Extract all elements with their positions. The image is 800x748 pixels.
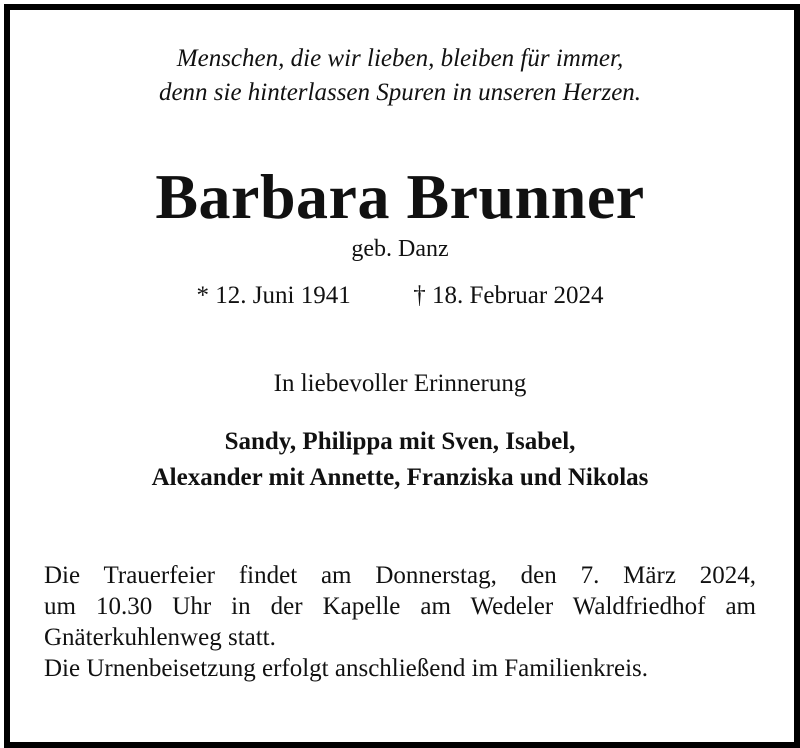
service-line-1: Die Trauerfeier findet am Donnerstag, den 7. März 2024, (44, 562, 756, 589)
death-date: † 18. Februar 2024 (413, 282, 604, 309)
memorial-quote (0, 42, 800, 110)
quote-line-2: denn sie hinterlassen Spuren in unseren Herzen. (158, 79, 642, 106)
family-line-1: Sandy, Philippa mit Sven, Isabel, (224, 428, 576, 455)
birth-name: geb. Danz (351, 236, 449, 262)
quote-line-1: Menschen, die wir lieben, bleiben für immer, (176, 45, 624, 72)
service-line-2: um 10.30 Uhr in der Kapelle am Wedeler Waldfriedhof am (44, 593, 756, 620)
birth-date: * 12. Juni 1941 (196, 282, 351, 309)
family-names (0, 424, 800, 496)
service-line-3: Gnäterkuhlenweg statt. (44, 624, 276, 651)
service-details (44, 560, 756, 684)
service-line-4: Die Urnenbeisetzung erfolgt anschließend im Familienkreis. (44, 655, 648, 682)
memorial-phrase: In liebevoller Erinnerung (273, 370, 527, 397)
deceased-name: Barbara Brunner (155, 161, 645, 232)
life-dates (0, 282, 800, 310)
family-line-2: Alexander mit Annette, Franziska und Nikolas (151, 464, 649, 491)
